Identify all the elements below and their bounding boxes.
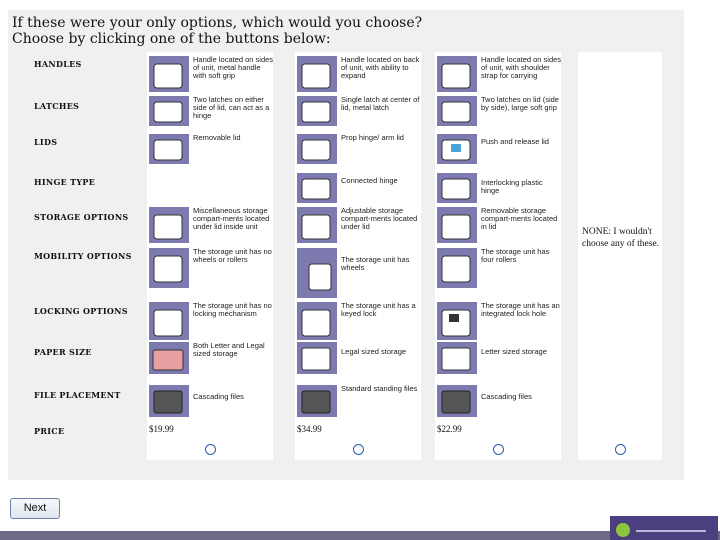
question-line-2: Choose by clicking one of the buttons below: (12, 31, 331, 47)
none-option-text: NONE: I wouldn't choose any of these. (582, 227, 660, 249)
attr-locking-options: LOCKING OPTIONS (34, 306, 128, 316)
storage-box-icon (297, 207, 337, 243)
storage-box-icon (437, 96, 477, 126)
storage-box-icon (437, 207, 477, 243)
survey-panel (8, 10, 684, 480)
storage-box-icon (437, 173, 477, 203)
attr-storage-options: STORAGE OPTIONS (34, 212, 129, 222)
storage-box-icon (149, 56, 189, 92)
storage-box-icon (437, 134, 477, 164)
attr-lids: LIDS (34, 137, 58, 147)
attr-handles: HANDLES (34, 59, 82, 69)
radio-option-3[interactable] (493, 444, 504, 455)
storage-box-icon (149, 248, 189, 288)
storage-box-icon (149, 385, 189, 417)
storage-box-icon (297, 56, 337, 92)
radio-option-1[interactable] (205, 444, 216, 455)
attr-paper-size: PAPER SIZE (34, 347, 92, 357)
storage-box-icon (149, 342, 189, 374)
radio-option-2[interactable] (353, 444, 364, 455)
next-button[interactable]: Next (10, 498, 60, 519)
logo-mark-icon (616, 523, 630, 537)
storage-box-icon (149, 96, 189, 126)
storage-box-icon (149, 134, 189, 164)
storage-box-icon (297, 173, 337, 203)
storage-box-icon (297, 302, 337, 340)
storage-box-icon (297, 134, 337, 164)
logo-line (636, 530, 706, 532)
storage-box-icon (437, 248, 477, 288)
question-text (12, 15, 422, 47)
storage-box-icon (297, 96, 337, 126)
attr-file-placement: FILE PLACEMENT (34, 390, 121, 400)
storage-box-icon (437, 385, 477, 417)
attr-latches: LATCHES (34, 101, 80, 111)
option-column-3: Handle located on sides of unit, with shoulder strap for carrying Two latches on lid (side by side), large soft grip Push and release lid Interlocking plastic hinge Removable storage compart-ments located in lid The storage unit has four rollers The storage unit has an integrated lock hole Letter sized storage Cascading files $22.99 (435, 52, 561, 460)
logo (610, 516, 718, 540)
question-line-1: If these were your only options, which would you choose? (12, 15, 423, 31)
option-column-1: Handle located on sides of unit, metal handle with soft grip Two latches on either side of lid, can act as a hinge Removable lid Miscellaneous storage compart-ments located under lid inside unit The storage unit has no wheels or rollers The storage unit has no locking mechanism Both Letter and Legal sized storage Cascading files $19.99 (147, 52, 273, 460)
storage-box-icon (297, 385, 337, 417)
price-option-1: $19.99 (149, 424, 174, 434)
storage-box-icon (149, 207, 189, 243)
attr-mobility-options: MOBILITY OPTIONS (34, 251, 132, 261)
storage-box-icon (437, 56, 477, 92)
attr-price: PRICE (34, 426, 65, 436)
price-option-3: $22.99 (437, 424, 462, 434)
storage-box-icon (297, 342, 337, 374)
attr-hinge-type: HINGE TYPE (34, 177, 96, 187)
option-column-none (578, 52, 662, 460)
storage-box-icon (149, 302, 189, 340)
option-column-2: Handle located on back of unit, with ability to expand Single latch at center of lid, metal latch Prop hinge/ arm lid Connected hinge Adjustable storage compart-ments located under lid The storage unit has wheels The storage unit has a keyed lock Legal sized storage Standard standing files $34.99 (295, 52, 421, 460)
radio-option-none[interactable] (615, 444, 626, 455)
storage-box-icon (437, 342, 477, 374)
storage-box-icon (437, 302, 477, 340)
storage-box-icon (297, 248, 337, 298)
price-option-2: $34.99 (297, 424, 322, 434)
